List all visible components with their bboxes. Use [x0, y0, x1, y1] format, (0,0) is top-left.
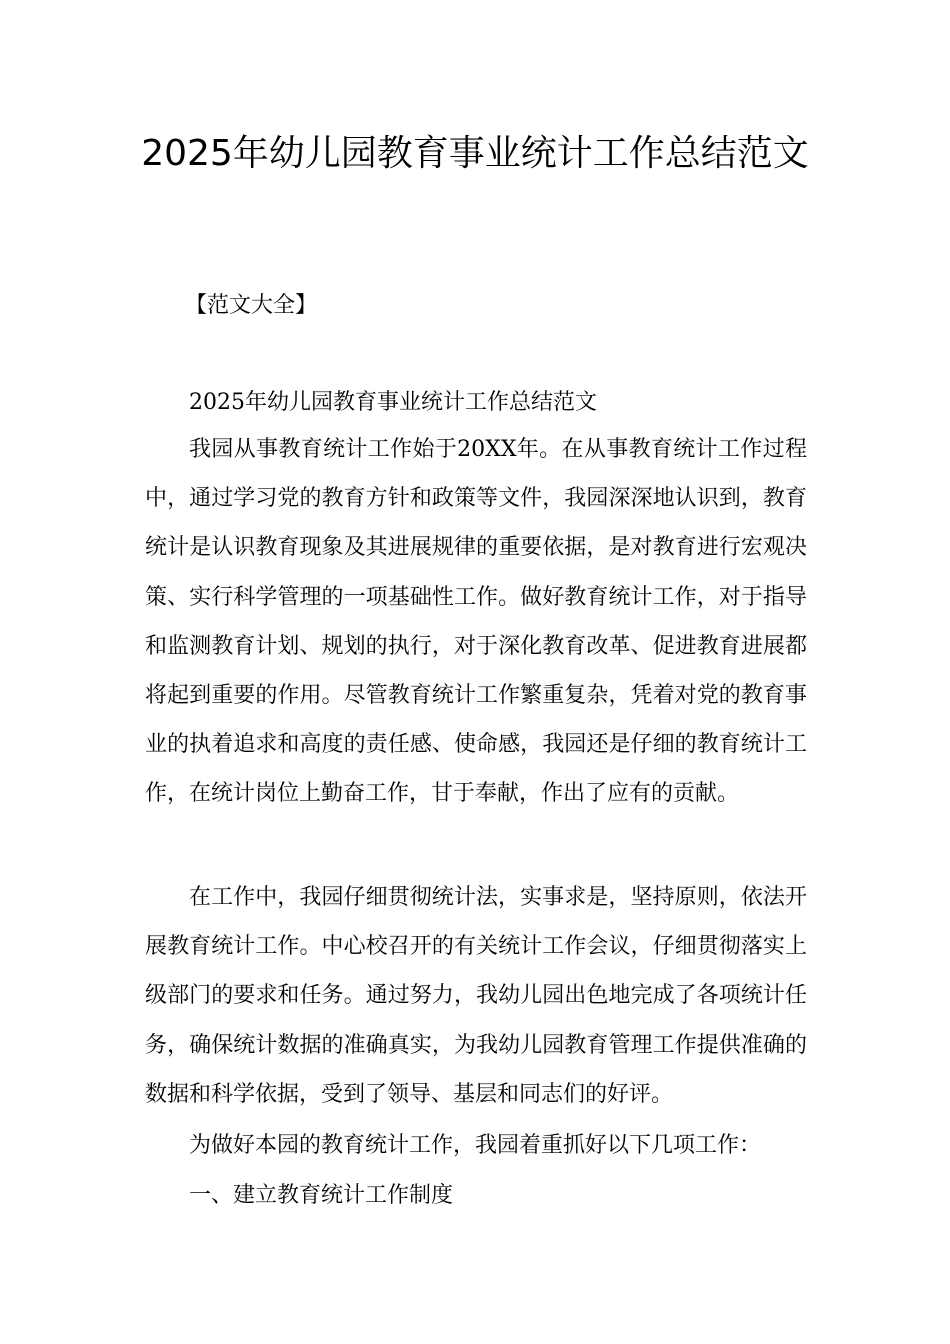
paragraph-3: 为做好本园的教育统计工作，我园着重抓好以下几项工作： [189, 1133, 762, 1158]
category-tag: 【范文大全】 [185, 293, 318, 318]
document-title: 2025年幼儿园教育事业统计工作总结范文 [141, 133, 809, 174]
paragraph-1: 我园从事教育统计工作始于20XX年。在从事教育统计工作过程中，通过学习党的教育方针和政策等文件，我园深深地认识到，教育统计是认识教育现象及其进展规律的重要依据，是对教育进行宏观决策、实行科学管理的一项基础性工作。做好教育统计工作，对于指导和监测教育计划、规划的执行，对于深化教育改革、促进教育进展都将起到重要的作用。尽管教育统计工作繁重复杂，凭着对党的教育事业的执着追求和高度的责任感、使命感，我园还是仔细的教育统计工作，在统计岗位上勤奋工作，甘于奉献，作出了应有的贡献。 [145, 437, 807, 807]
document-subtitle: 2025年幼儿园教育事业统计工作总结范文 [189, 390, 597, 415]
section-heading-1: 一、建立教育统计工作制度 [189, 1183, 454, 1208]
paragraph-2: 在工作中，我园仔细贯彻统计法，实事求是，坚持原则，依法开展教育统计工作。中心校召开的有关统计工作会议，仔细贯彻落实上级部门的要求和任务。通过努力，我幼儿园出色地完成了各项统计任务，确保统计数据的准确真实，为我幼儿园教育管理工作提供准确的数据和科学依据，受到了领导、基层和同志们的好评。 [145, 885, 807, 1107]
